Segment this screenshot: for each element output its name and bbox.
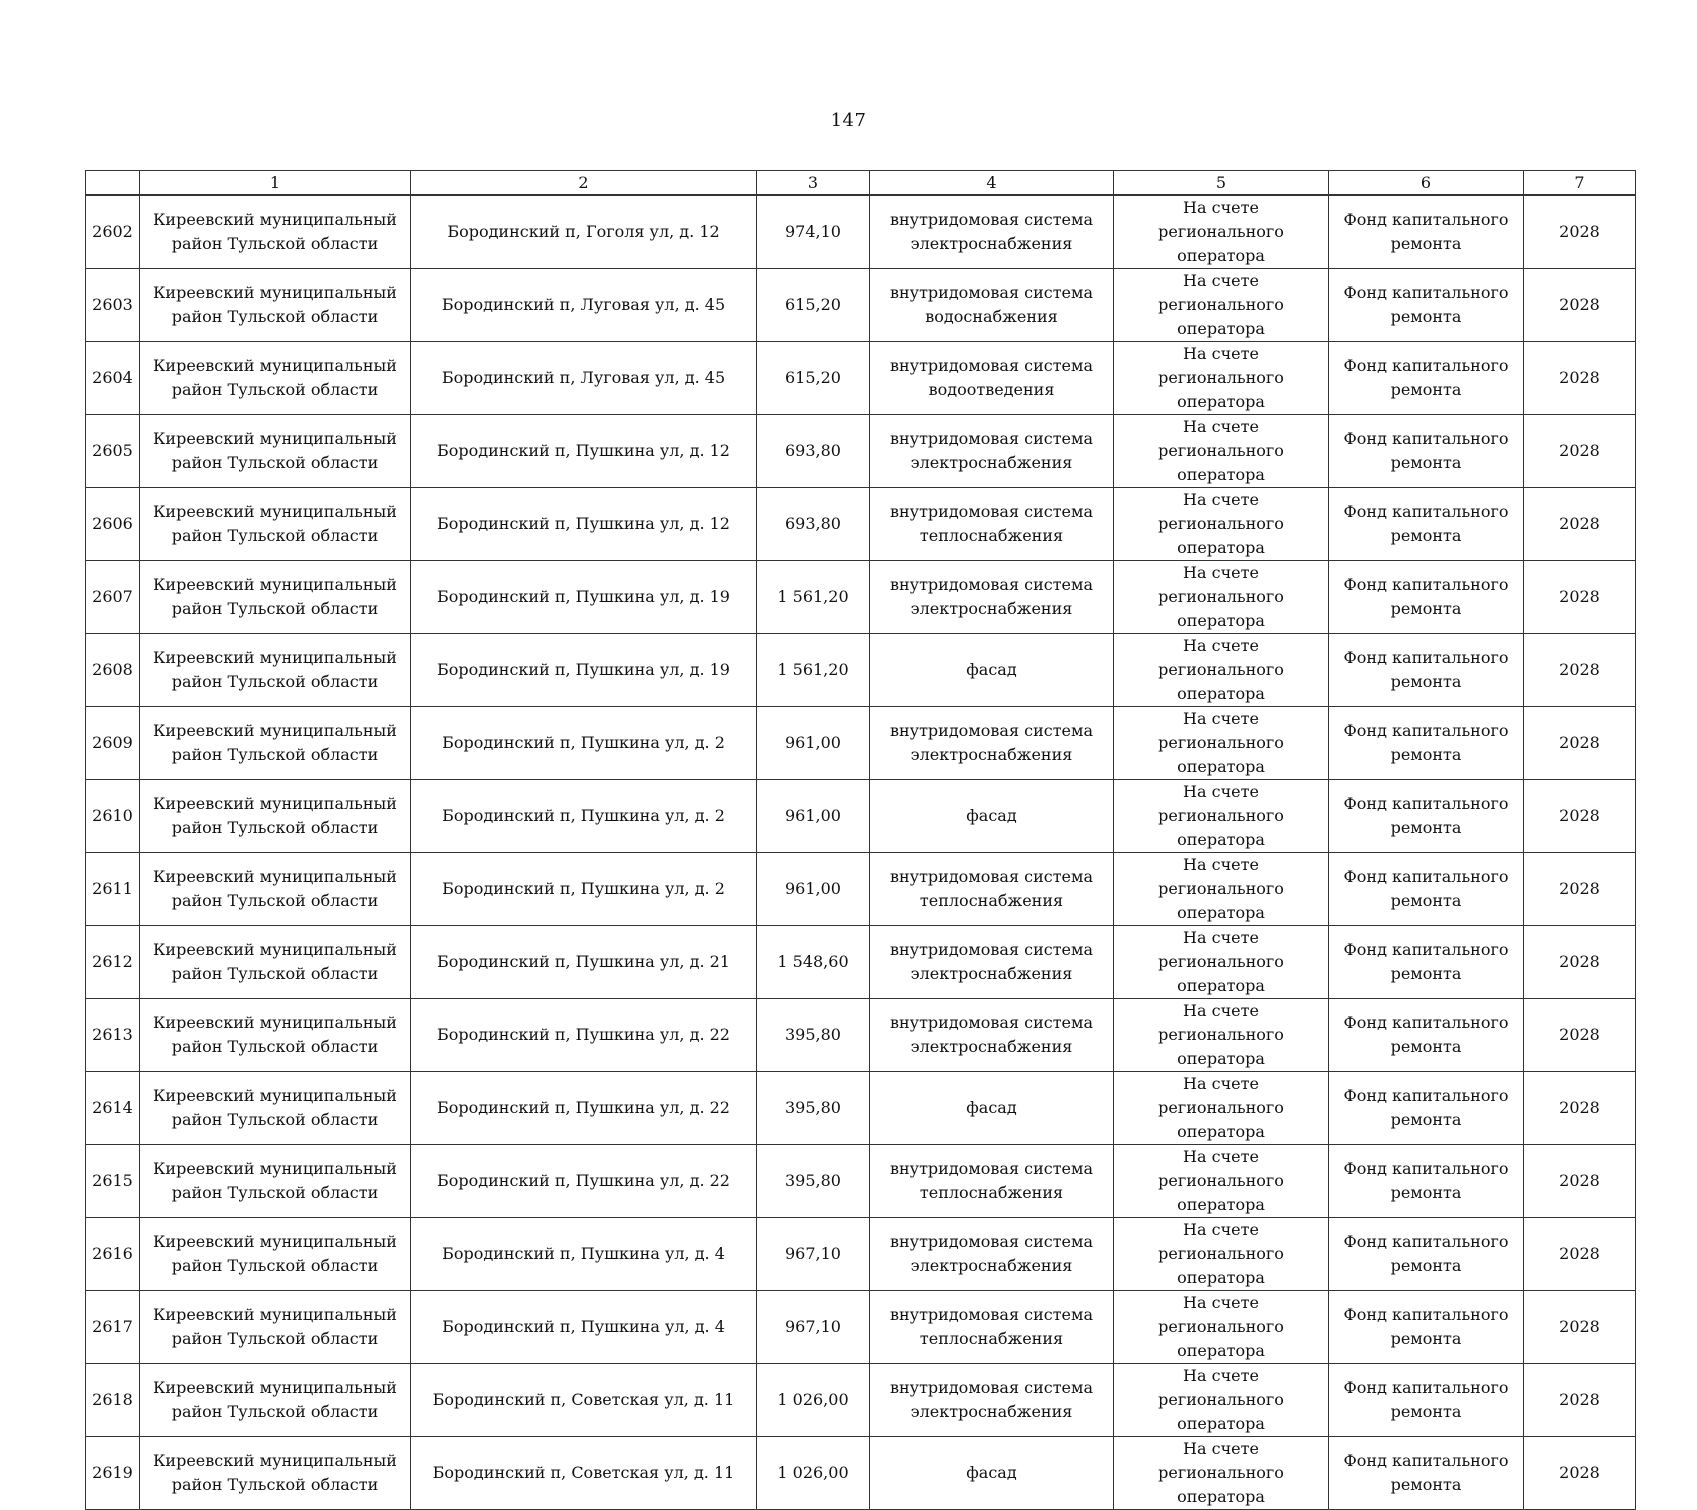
address-cell: Бородинский п, Пушкина ул, д. 4 (411, 1291, 757, 1364)
system-cell: внутридомовая система водоотведения (870, 342, 1114, 415)
area-cell: 1 026,00 (757, 1364, 870, 1437)
address-cell: Бородинский п, Пушкина ул, д. 19 (411, 634, 757, 707)
year-cell: 2028 (1524, 634, 1636, 707)
system-cell: внутридомовая система теплоснабжения (870, 1145, 1114, 1218)
area-cell: 961,00 (757, 780, 870, 853)
district-cell: Киреевский муниципальный район Тульской области (140, 707, 411, 780)
table-row (86, 780, 1636, 853)
system-cell: внутридомовая система электроснабжения (870, 1364, 1114, 1437)
table-row (86, 561, 1636, 634)
row-id: 2609 (86, 707, 140, 780)
table-row (86, 269, 1636, 342)
account-cell: На счете регионального оператора (1114, 1145, 1329, 1218)
address-cell: Бородинский п, Советская ул, д. 11 (411, 1364, 757, 1437)
address-cell: Бородинский п, Пушкина ул, д. 2 (411, 853, 757, 926)
year-cell: 2028 (1524, 780, 1636, 853)
area-cell: 974,10 (757, 195, 870, 269)
area-cell: 395,80 (757, 1072, 870, 1145)
column-header-index (86, 171, 140, 196)
repair-plan-table (85, 170, 1636, 1510)
account-cell: На счете регионального оператора (1114, 780, 1329, 853)
address-cell: Бородинский п, Пушкина ул, д. 21 (411, 926, 757, 999)
page-number: 147 (830, 110, 867, 131)
fund-cell: Фонд капитального ремонта (1329, 853, 1524, 926)
district-cell: Киреевский муниципальный район Тульской области (140, 561, 411, 634)
address-cell: Бородинский п, Пушкина ул, д. 22 (411, 1072, 757, 1145)
area-cell: 395,80 (757, 999, 870, 1072)
district-cell: Киреевский муниципальный район Тульской области (140, 1145, 411, 1218)
system-cell: внутридомовая система теплоснабжения (870, 1291, 1114, 1364)
area-cell: 1 561,20 (757, 634, 870, 707)
fund-cell: Фонд капитального ремонта (1329, 1218, 1524, 1291)
fund-cell: Фонд капитального ремонта (1329, 1291, 1524, 1364)
column-header-2: 2 (411, 171, 757, 196)
fund-cell: Фонд капитального ремонта (1329, 1437, 1524, 1510)
year-cell: 2028 (1524, 195, 1636, 269)
row-id: 2612 (86, 926, 140, 999)
address-cell: Бородинский п, Гоголя ул, д. 12 (411, 195, 757, 269)
table-row (86, 1145, 1636, 1218)
fund-cell: Фонд капитального ремонта (1329, 634, 1524, 707)
account-cell: На счете регионального оператора (1114, 1072, 1329, 1145)
area-cell: 693,80 (757, 488, 870, 561)
address-cell: Бородинский п, Пушкина ул, д. 12 (411, 415, 757, 488)
year-cell: 2028 (1524, 1145, 1636, 1218)
area-cell: 395,80 (757, 1145, 870, 1218)
year-cell: 2028 (1524, 1364, 1636, 1437)
account-cell: На счете регионального оператора (1114, 1437, 1329, 1510)
table-row (86, 926, 1636, 999)
table-body (86, 171, 1636, 1510)
row-id: 2611 (86, 853, 140, 926)
fund-cell: Фонд капитального ремонта (1329, 342, 1524, 415)
table-row (86, 342, 1636, 415)
row-id: 2608 (86, 634, 140, 707)
fund-cell: Фонд капитального ремонта (1329, 488, 1524, 561)
district-cell: Киреевский муниципальный район Тульской области (140, 780, 411, 853)
address-cell: Бородинский п, Пушкина ул, д. 22 (411, 1145, 757, 1218)
row-id: 2617 (86, 1291, 140, 1364)
column-header-3: 3 (757, 171, 870, 196)
account-cell: На счете регионального оператора (1114, 342, 1329, 415)
system-cell: фасад (870, 634, 1114, 707)
area-cell: 693,80 (757, 415, 870, 488)
district-cell: Киреевский муниципальный район Тульской области (140, 1291, 411, 1364)
fund-cell: Фонд капитального ремонта (1329, 1364, 1524, 1437)
table-row (86, 1364, 1636, 1437)
table-row (86, 634, 1636, 707)
table-row (86, 488, 1636, 561)
row-id: 2613 (86, 999, 140, 1072)
district-cell: Киреевский муниципальный район Тульской области (140, 195, 411, 269)
table-row (86, 999, 1636, 1072)
account-cell: На счете регионального оператора (1114, 488, 1329, 561)
table-row (86, 195, 1636, 269)
account-cell: На счете регионального оператора (1114, 634, 1329, 707)
account-cell: На счете регионального оператора (1114, 926, 1329, 999)
row-id: 2604 (86, 342, 140, 415)
fund-cell: Фонд капитального ремонта (1329, 780, 1524, 853)
system-cell: фасад (870, 1072, 1114, 1145)
table-row (86, 1437, 1636, 1510)
area-cell: 961,00 (757, 707, 870, 780)
row-id: 2615 (86, 1145, 140, 1218)
column-header-4: 4 (870, 171, 1114, 196)
fund-cell: Фонд капитального ремонта (1329, 707, 1524, 780)
year-cell: 2028 (1524, 1218, 1636, 1291)
district-cell: Киреевский муниципальный район Тульской области (140, 1437, 411, 1510)
fund-cell: Фонд капитального ремонта (1329, 269, 1524, 342)
district-cell: Киреевский муниципальный район Тульской области (140, 1218, 411, 1291)
district-cell: Киреевский муниципальный район Тульской области (140, 853, 411, 926)
system-cell: внутридомовая система электроснабжения (870, 195, 1114, 269)
district-cell: Киреевский муниципальный район Тульской области (140, 926, 411, 999)
account-cell: На счете регионального оператора (1114, 415, 1329, 488)
table-row (86, 1291, 1636, 1364)
account-cell: На счете регионального оператора (1114, 561, 1329, 634)
address-cell: Бородинский п, Пушкина ул, д. 2 (411, 780, 757, 853)
year-cell: 2028 (1524, 1437, 1636, 1510)
area-cell: 967,10 (757, 1291, 870, 1364)
account-cell: На счете регионального оператора (1114, 195, 1329, 269)
district-cell: Киреевский муниципальный район Тульской области (140, 415, 411, 488)
area-cell: 1 561,20 (757, 561, 870, 634)
year-cell: 2028 (1524, 561, 1636, 634)
address-cell: Бородинский п, Луговая ул, д. 45 (411, 269, 757, 342)
district-cell: Киреевский муниципальный район Тульской области (140, 342, 411, 415)
fund-cell: Фонд капитального ремонта (1329, 999, 1524, 1072)
account-cell: На счете регионального оператора (1114, 269, 1329, 342)
year-cell: 2028 (1524, 415, 1636, 488)
account-cell: На счете регионального оператора (1114, 1364, 1329, 1437)
year-cell: 2028 (1524, 707, 1636, 780)
account-cell: На счете регионального оператора (1114, 999, 1329, 1072)
fund-cell: Фонд капитального ремонта (1329, 1145, 1524, 1218)
year-cell: 2028 (1524, 926, 1636, 999)
year-cell: 2028 (1524, 1291, 1636, 1364)
system-cell: внутридомовая система теплоснабжения (870, 853, 1114, 926)
district-cell: Киреевский муниципальный район Тульской области (140, 488, 411, 561)
account-cell: На счете регионального оператора (1114, 707, 1329, 780)
table-row (86, 853, 1636, 926)
row-id: 2606 (86, 488, 140, 561)
system-cell: внутридомовая система электроснабжения (870, 1218, 1114, 1291)
district-cell: Киреевский муниципальный район Тульской области (140, 634, 411, 707)
fund-cell: Фонд капитального ремонта (1329, 926, 1524, 999)
row-id: 2610 (86, 780, 140, 853)
column-header-6: 6 (1329, 171, 1524, 196)
row-id: 2602 (86, 195, 140, 269)
row-id: 2603 (86, 269, 140, 342)
address-cell: Бородинский п, Пушкина ул, д. 2 (411, 707, 757, 780)
area-cell: 967,10 (757, 1218, 870, 1291)
column-header-5: 5 (1114, 171, 1329, 196)
address-cell: Бородинский п, Пушкина ул, д. 22 (411, 999, 757, 1072)
row-id: 2614 (86, 1072, 140, 1145)
year-cell: 2028 (1524, 342, 1636, 415)
fund-cell: Фонд капитального ремонта (1329, 1072, 1524, 1145)
year-cell: 2028 (1524, 999, 1636, 1072)
row-id: 2607 (86, 561, 140, 634)
year-cell: 2028 (1524, 488, 1636, 561)
account-cell: На счете регионального оператора (1114, 1218, 1329, 1291)
area-cell: 615,20 (757, 269, 870, 342)
row-id: 2605 (86, 415, 140, 488)
year-cell: 2028 (1524, 1072, 1636, 1145)
fund-cell: Фонд капитального ремонта (1329, 415, 1524, 488)
area-cell: 615,20 (757, 342, 870, 415)
address-cell: Бородинский п, Советская ул, д. 11 (411, 1437, 757, 1510)
fund-cell: Фонд капитального ремонта (1329, 561, 1524, 634)
table-row (86, 707, 1636, 780)
address-cell: Бородинский п, Пушкина ул, д. 19 (411, 561, 757, 634)
row-id: 2618 (86, 1364, 140, 1437)
fund-cell: Фонд капитального ремонта (1329, 195, 1524, 269)
table-row (86, 1218, 1636, 1291)
system-cell: внутридомовая система электроснабжения (870, 926, 1114, 999)
column-header-7: 7 (1524, 171, 1636, 196)
district-cell: Киреевский муниципальный район Тульской области (140, 269, 411, 342)
column-header-1: 1 (140, 171, 411, 196)
address-cell: Бородинский п, Луговая ул, д. 45 (411, 342, 757, 415)
table-row (86, 1072, 1636, 1145)
system-cell: внутридомовая система электроснабжения (870, 999, 1114, 1072)
address-cell: Бородинский п, Пушкина ул, д. 12 (411, 488, 757, 561)
area-cell: 961,00 (757, 853, 870, 926)
account-cell: На счете регионального оператора (1114, 1291, 1329, 1364)
system-cell: фасад (870, 1437, 1114, 1510)
area-cell: 1 548,60 (757, 926, 870, 999)
system-cell: внутридомовая система водоснабжения (870, 269, 1114, 342)
address-cell: Бородинский п, Пушкина ул, д. 4 (411, 1218, 757, 1291)
district-cell: Киреевский муниципальный район Тульской области (140, 999, 411, 1072)
row-id: 2619 (86, 1437, 140, 1510)
table-row (86, 415, 1636, 488)
system-cell: внутридомовая система электроснабжения (870, 707, 1114, 780)
system-cell: фасад (870, 780, 1114, 853)
system-cell: внутридомовая система электроснабжения (870, 561, 1114, 634)
district-cell: Киреевский муниципальный район Тульской области (140, 1364, 411, 1437)
year-cell: 2028 (1524, 269, 1636, 342)
system-cell: внутридомовая система теплоснабжения (870, 488, 1114, 561)
year-cell: 2028 (1524, 853, 1636, 926)
account-cell: На счете регионального оператора (1114, 853, 1329, 926)
column-number-header-row (86, 171, 1636, 196)
area-cell: 1 026,00 (757, 1437, 870, 1510)
row-id: 2616 (86, 1218, 140, 1291)
district-cell: Киреевский муниципальный район Тульской области (140, 1072, 411, 1145)
system-cell: внутридомовая система электроснабжения (870, 415, 1114, 488)
